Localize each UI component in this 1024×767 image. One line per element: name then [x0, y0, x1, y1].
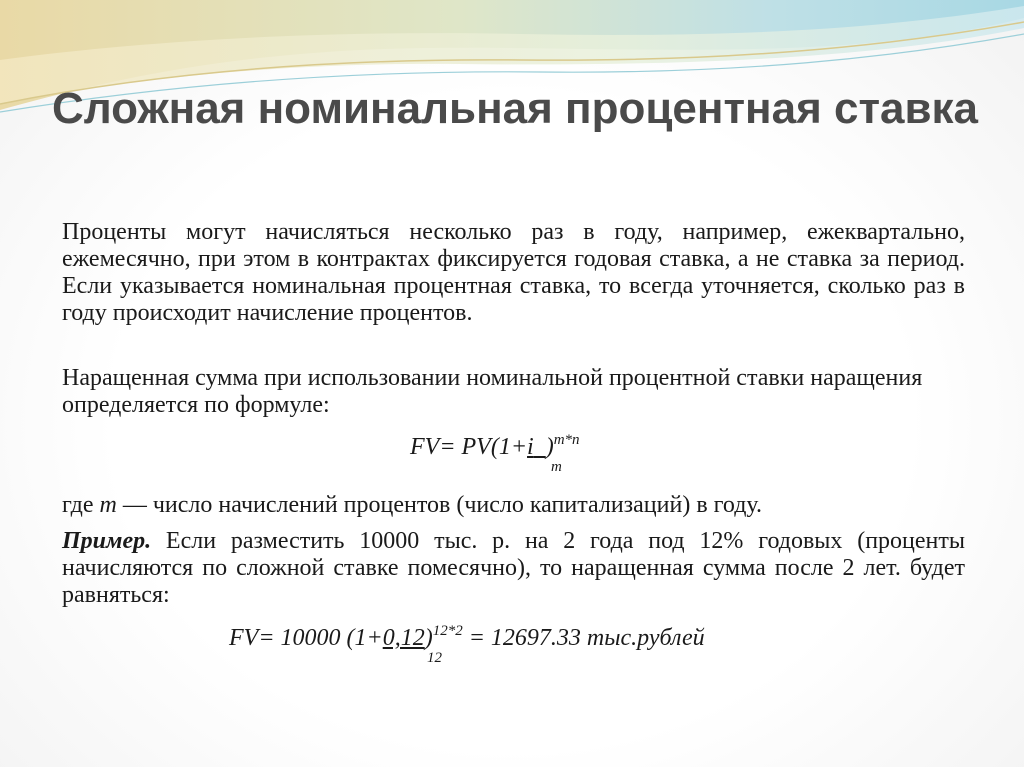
where-var: m [99, 492, 117, 518]
formula-example-numerator: 0,12 [382, 625, 425, 651]
paragraph-intro: Проценты могут начисляться несколько раз в году, например, ежеквартально, ежемесячно, при этом в контрактах фиксируется годовая ставка, а не ставка за период. Если указывается номинальная процентная ставка, то всегда уточняется, сколько раз в году происходит начисление процентов. [62, 219, 965, 326]
paragraph-formula-intro: Наращенная сумма при использовании номинальной процентной ставки наращения определяется по формуле: [62, 365, 923, 418]
formula-example-left: FV= 10000 (1+ [229, 625, 383, 651]
formula-example-exponent: 12*2 [432, 623, 463, 639]
formula-fv-left: FV= PV(1+ [410, 434, 528, 460]
example-text: Если разместить 10000 тыс. р. на 2 года под 12% годовых (проценты начисляются по сложной ставке помесячно), то наращенная сумма после 2 лет. будет равняться: [62, 528, 965, 608]
where-prefix: где [62, 492, 100, 518]
where-rest: — число начислений процентов (число капитализаций) в году. [116, 492, 763, 518]
formula-example-close: ) [424, 625, 433, 651]
formula-fv-denominator: m [551, 459, 562, 475]
formula-fv-nominal [410, 427, 580, 461]
formula-example-denominator: 12 [427, 650, 442, 666]
formula-fv-numerator: i [527, 434, 534, 460]
formula-fv-exponent: m*n [553, 432, 580, 448]
paragraph-where-m [62, 492, 965, 519]
slide-title: Сложная номинальная процентная ставка [52, 84, 978, 133]
formula-example-result: = 12697.33 тыс.рублей [462, 625, 705, 651]
paragraph-example [62, 528, 965, 609]
formula-example [229, 618, 705, 652]
formula-fv-close: ) [545, 434, 554, 460]
example-label: Пример. [62, 528, 152, 554]
